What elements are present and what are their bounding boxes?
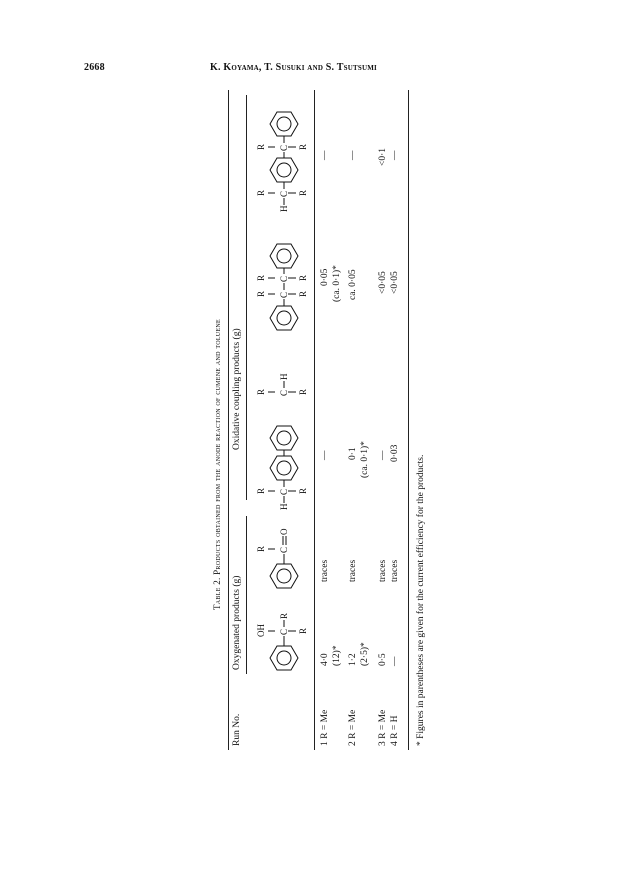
svg-text:C: C — [279, 488, 289, 495]
column-group-oxygenated: Oxygenated products (g) — [232, 575, 242, 670]
cell-oxygenated-2: traces — [348, 559, 358, 582]
svg-text:R: R — [256, 545, 266, 552]
cell-oxygenated-1-efficiency: (12)* — [332, 645, 342, 666]
svg-text:C: C — [279, 389, 289, 396]
cell-coupling-2: ca. 0·05 — [348, 269, 358, 300]
cell-oxygenated-1: 1·2 — [348, 653, 358, 666]
svg-text:C: C — [279, 275, 289, 282]
svg-text:R: R — [256, 189, 266, 196]
svg-text:C: C — [279, 190, 289, 197]
run-label: 1 R = Me — [320, 709, 330, 746]
svg-text:R: R — [256, 143, 266, 150]
cell-oxygenated-1: — — [390, 656, 400, 666]
svg-text:R: R — [298, 143, 308, 150]
svg-text:R: R — [256, 290, 266, 297]
structure-bicumyl — [250, 212, 315, 332]
table-footnote: * Figures in parentheses are given for the current efficiency for the products. — [416, 454, 426, 746]
table-bottom-rule — [408, 90, 409, 750]
run-label: 3 R = Me — [378, 709, 388, 746]
cell-coupling-2: <0·05 — [390, 271, 400, 294]
svg-text:C: C — [279, 546, 289, 553]
svg-text:OH: OH — [256, 624, 266, 637]
cell-coupling-3: <0·1 — [378, 147, 388, 166]
cell-oxygenated-1-efficiency: (2·5)* — [360, 642, 370, 666]
svg-text:O: O — [279, 528, 289, 535]
products-table — [210, 90, 470, 750]
structure-cumene-fragment — [250, 328, 315, 398]
top-rule — [228, 90, 229, 750]
svg-text:H: H — [279, 373, 289, 380]
svg-text:H: H — [279, 205, 289, 212]
svg-text:C: C — [279, 291, 289, 298]
oxidative-group-rule — [246, 95, 247, 500]
svg-text:H: H — [279, 503, 289, 510]
structure-triaryl-product — [250, 92, 315, 214]
cell-coupling-1-efficiency: (ca. 0·1)* — [360, 441, 370, 478]
svg-text:R: R — [298, 388, 308, 395]
svg-text:C: C — [279, 628, 289, 635]
oxygenated-group-rule — [246, 516, 247, 674]
svg-text:R: R — [298, 290, 308, 297]
run-label: 2 R = Me — [348, 709, 358, 746]
cell-coupling-3: — — [320, 150, 330, 160]
svg-text:R: R — [256, 487, 266, 494]
cell-coupling-1: — — [320, 450, 330, 460]
svg-text:C: C — [279, 144, 289, 151]
structure-ketone — [250, 510, 315, 590]
cell-oxygenated-2: traces — [320, 559, 330, 582]
svg-text:R: R — [256, 274, 266, 281]
svg-text:R: R — [256, 388, 266, 395]
cell-coupling-2-efficiency: (ca. 0·1)* — [332, 265, 342, 302]
cell-oxygenated-1: 0·5 — [378, 653, 388, 666]
svg-text:R: R — [279, 612, 289, 619]
structure-biphenyl-product — [250, 402, 315, 512]
page-number: 2668 — [84, 62, 105, 73]
svg-text:R: R — [298, 189, 308, 196]
rotated-table-frame — [210, 90, 470, 750]
run-label: 4 R = H — [390, 715, 400, 746]
header-bottom-rule — [314, 90, 315, 750]
column-header-run: Run No. — [232, 713, 242, 746]
cell-oxygenated-1: 4·0 — [320, 653, 330, 666]
cell-coupling-1: 0·03 — [390, 444, 400, 462]
table-caption: Table 2. Products obtained from the anode reaction of cumene and toluene — [212, 318, 222, 610]
structure-cumyl-alcohol — [250, 592, 315, 672]
svg-text:R: R — [298, 274, 308, 281]
cell-coupling-2: 0·05 — [320, 268, 330, 286]
cell-coupling-1: 0·1 — [348, 447, 358, 460]
svg-text:R: R — [298, 487, 308, 494]
cell-coupling-3: — — [390, 150, 400, 160]
column-group-oxidative: Oxidative coupling products (g) — [232, 328, 242, 450]
cell-oxygenated-2: traces — [390, 559, 400, 582]
svg-text:R: R — [298, 627, 308, 634]
cell-coupling-1: — — [378, 450, 388, 460]
cell-coupling-3: — — [348, 150, 358, 160]
cell-coupling-2: <0·05 — [378, 271, 388, 294]
cell-oxygenated-2: traces — [378, 559, 388, 582]
running-head-authors: K. Koyama, T. Susuki and S. Tsutsumi — [210, 62, 377, 73]
